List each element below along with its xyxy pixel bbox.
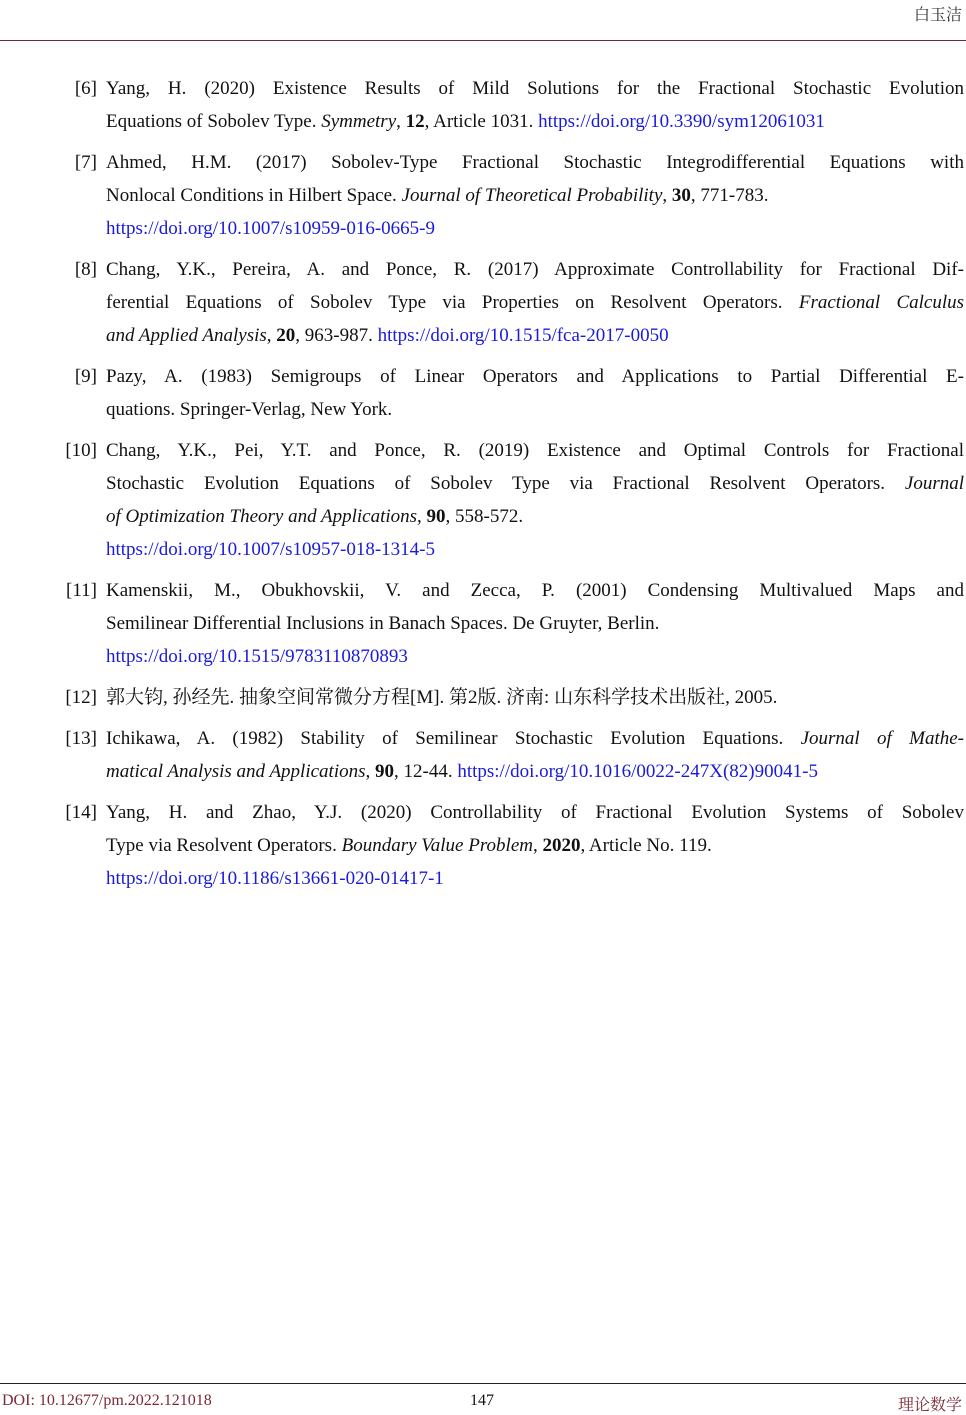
volume-number: 12 xyxy=(405,111,425,132)
reference-line xyxy=(106,574,964,607)
doi-link[interactable]: https://doi.org/10.1186/s13661-020-01417-1 xyxy=(106,868,444,889)
reference-number: [9] xyxy=(74,366,97,387)
reference-text: Stochastic Evolution Equations of Sobolev Type via Fractional Resolvent Operators. xyxy=(106,473,905,494)
volume-number: 2020 xyxy=(542,835,581,856)
reference-line xyxy=(106,755,964,788)
reference-item xyxy=(0,146,966,245)
volume-number: 20 xyxy=(276,325,296,346)
doi-link[interactable]: https://doi.org/10.1515/fca-2017-0050 xyxy=(377,325,669,346)
reference-line xyxy=(106,105,964,138)
reference-number: [11] xyxy=(66,580,97,601)
reference-line xyxy=(106,500,964,533)
journal-title: matical Analysis and Applications xyxy=(106,761,366,782)
reference-text: , 771-783. xyxy=(690,185,769,206)
reference-text: Ichikawa, A. (1982) Stability of Semilinear Stochastic Evolution Equations. xyxy=(106,728,801,749)
page-number: 147 xyxy=(470,1392,494,1409)
reference-text: , Article No. 119. xyxy=(580,835,712,856)
reference-text: ferential Equations of Sobolev Type via Properties on Resolvent Operators. xyxy=(106,292,799,313)
journal-title: Journal of Mathe- xyxy=(800,728,964,749)
reference-line xyxy=(106,722,964,755)
reference-text: , xyxy=(417,506,427,527)
reference-number: [14] xyxy=(65,802,97,823)
reference-number: [12] xyxy=(65,687,97,708)
reference-text: Yang, H. and Zhao, Y.J. (2020) Controllability of Fractional Evolution Systems of Sobolev xyxy=(106,802,964,823)
volume-number: 30 xyxy=(671,185,691,206)
reference-line xyxy=(106,212,964,245)
journal-title: Journal of Theoretical Probability xyxy=(401,185,663,206)
doi-link[interactable]: https://doi.org/10.1007/s10959-016-0665-9 xyxy=(106,218,435,239)
reference-text: Semilinear Differential Inclusions in Banach Spaces. De Gruyter, Berlin. xyxy=(106,613,660,634)
reference-text: , xyxy=(662,185,672,206)
reference-text: , 963-987. xyxy=(295,325,378,346)
reference-text: , xyxy=(365,761,375,782)
reference-text: Chang, Y.K., Pereira, A. and Ponce, R. (2017) Approximate Controllability for Fractional Dif- xyxy=(106,259,964,280)
reference-number: [8] xyxy=(74,259,97,280)
reference-line xyxy=(106,286,964,319)
reference-item xyxy=(0,253,966,352)
reference-line xyxy=(106,796,964,829)
reference-text: 郭大钧, 孙经先. 抽象空间常微分方程[M]. 第2版. 济南: 山东科学技术出版社, 2005. xyxy=(106,687,778,708)
reference-line xyxy=(106,360,964,393)
reference-text: , xyxy=(396,111,406,132)
journal-title: Journal xyxy=(904,473,964,494)
journal-title: Symmetry xyxy=(321,111,397,132)
running-header-author: 白玉洁 xyxy=(913,7,962,24)
reference-line xyxy=(106,179,964,212)
footer-rule xyxy=(0,1383,966,1384)
doi-link[interactable]: https://doi.org/10.1016/0022-247X(82)90041-5 xyxy=(457,761,818,782)
reference-text: , xyxy=(266,325,277,346)
reference-line xyxy=(106,434,964,467)
journal-title: Fractional Calculus xyxy=(798,292,964,313)
reference-line xyxy=(106,681,964,714)
reference-line xyxy=(106,253,964,286)
reference-item xyxy=(0,681,966,714)
reference-text: , 558-572. xyxy=(445,506,524,527)
reference-item xyxy=(0,722,966,788)
reference-item xyxy=(0,574,966,673)
volume-number: 90 xyxy=(375,761,394,782)
reference-number: [7] xyxy=(74,152,97,173)
reference-text: Ahmed, H.M. (2017) Sobolev-Type Fractional Stochastic Integrodifferential Equations with xyxy=(106,152,964,173)
reference-number: [13] xyxy=(65,728,97,749)
doi-link[interactable]: https://doi.org/10.1515/9783110870893 xyxy=(106,646,408,667)
reference-text: Yang, H. (2020) Existence Results of Mild Solutions for the Fractional Stochastic Evolution xyxy=(106,78,964,99)
reference-line xyxy=(106,862,964,895)
reference-text: Equations of Sobolev Type. xyxy=(106,111,322,132)
reference-line xyxy=(106,533,964,566)
reference-item xyxy=(0,72,966,138)
reference-line xyxy=(106,319,964,352)
reference-text: Chang, Y.K., Pei, Y.T. and Ponce, R. (2019) Existence and Optimal Controls for Fractional xyxy=(106,440,964,461)
reference-text: Kamenskii, M., Obukhovskii, V. and Zecca, P. (2001) Condensing Multivalued Maps and xyxy=(106,580,964,601)
reference-line xyxy=(106,829,964,862)
reference-line xyxy=(106,640,964,673)
reference-item xyxy=(0,796,966,895)
reference-line xyxy=(106,467,964,500)
footer-doi[interactable]: DOI: 10.12677/pm.2022.121018 xyxy=(2,1392,212,1409)
doi-link[interactable]: https://doi.org/10.1007/s10957-018-1314-5 xyxy=(106,539,435,560)
reference-item xyxy=(0,360,966,426)
journal-title: Boundary Value Problem xyxy=(341,835,533,856)
reference-text: Pazy, A. (1983) Semigroups of Linear Operators and Applications to Partial Differential E- xyxy=(106,366,964,387)
reference-number: [6] xyxy=(74,78,97,99)
reference-text: Type via Resolvent Operators. xyxy=(106,835,342,856)
reference-text: quations. Springer-Verlag, New York. xyxy=(106,399,393,420)
doi-link[interactable]: https://doi.org/10.3390/sym12061031 xyxy=(538,111,825,132)
reference-text: Nonlocal Conditions in Hilbert Space. xyxy=(106,185,402,206)
journal-title: and Applied Analysis xyxy=(106,325,267,346)
journal-title: of Optimization Theory and Applications xyxy=(106,506,418,527)
footer-journal-name: 理论数学 xyxy=(897,1397,962,1414)
reference-text: , Article 1031. xyxy=(424,111,539,132)
reference-line xyxy=(106,607,964,640)
reference-number: [10] xyxy=(65,440,97,461)
reference-item xyxy=(0,434,966,566)
reference-line xyxy=(106,72,964,105)
reference-list xyxy=(0,72,966,903)
reference-line xyxy=(106,393,964,426)
reference-text: , xyxy=(532,835,543,856)
header-rule xyxy=(0,40,966,41)
reference-line xyxy=(106,146,964,179)
volume-number: 90 xyxy=(426,506,446,527)
reference-text: , 12-44. xyxy=(394,761,458,782)
